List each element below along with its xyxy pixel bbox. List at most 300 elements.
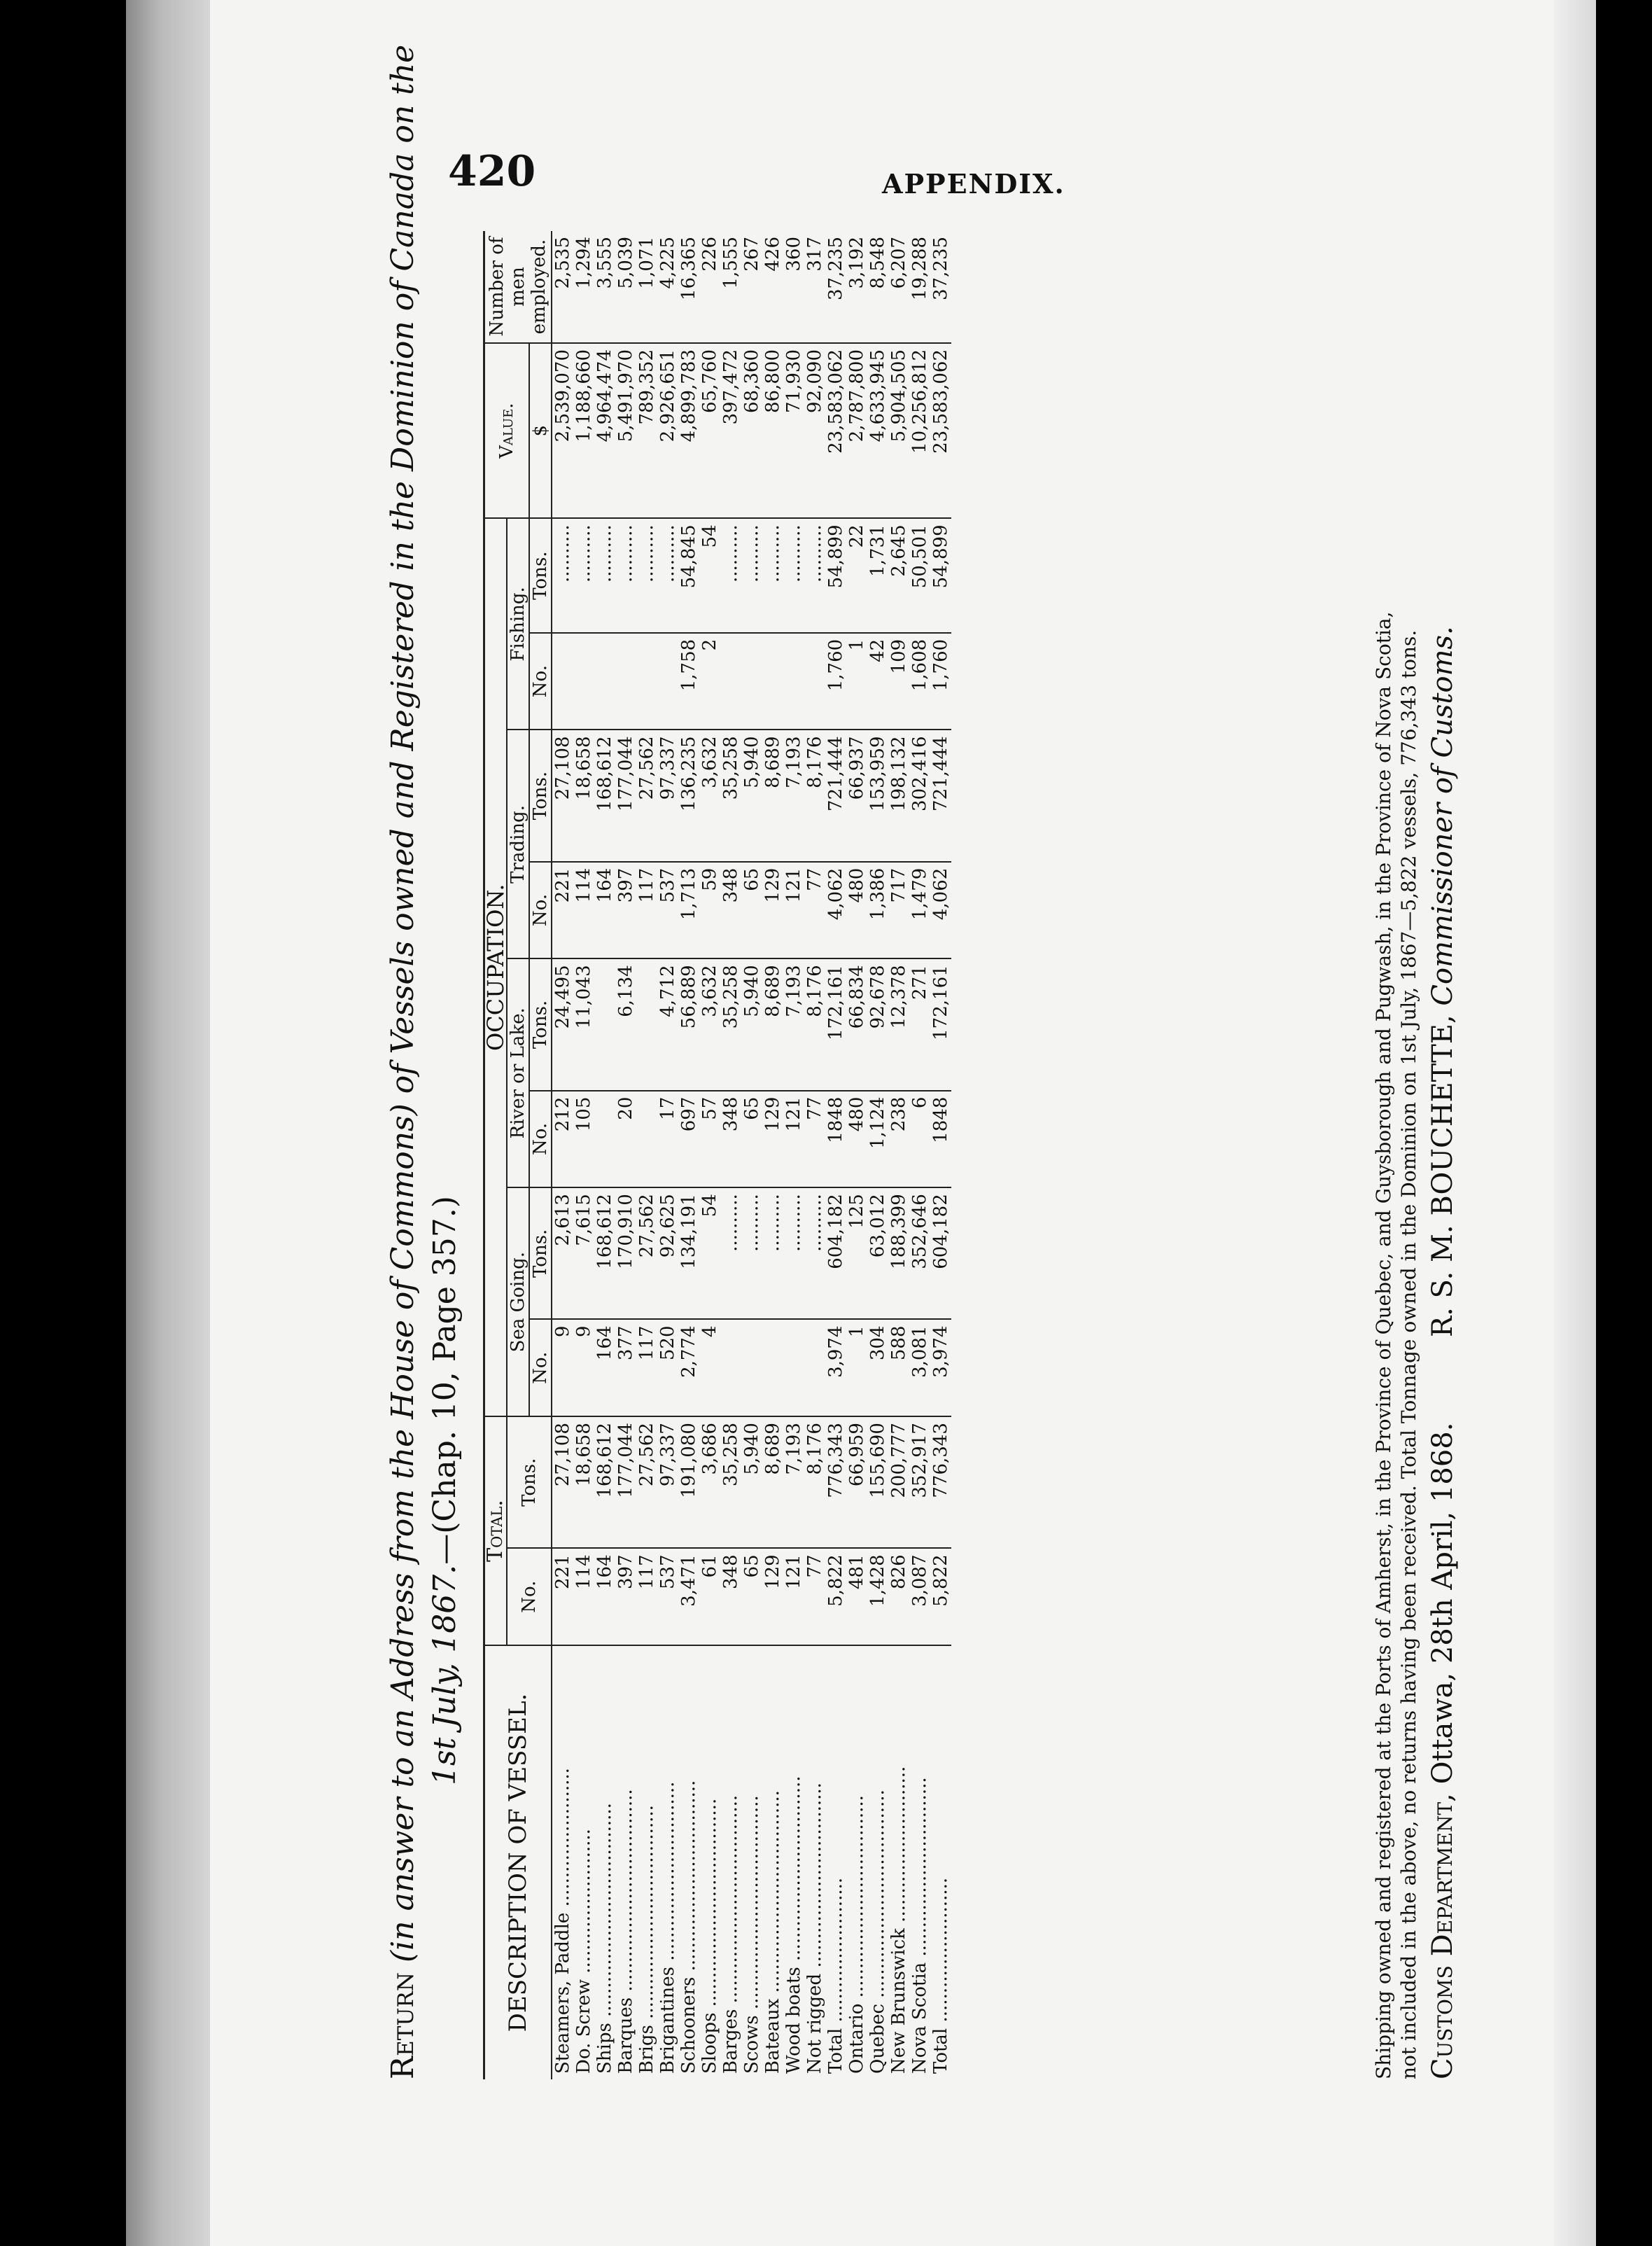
row-label: Ontario ...................................: [846, 1645, 867, 2079]
cell-total-tons: 200,777: [888, 1416, 909, 1548]
cell-fish-tons: ..........: [636, 518, 657, 632]
cell-total-tons: 3,686: [699, 1416, 720, 1548]
scan-left-dark-margin: [0, 0, 126, 2246]
cell-river-tons: 172,161: [825, 958, 846, 1090]
table-row: [594, 231, 615, 2079]
cell-total-no: 77: [804, 1548, 825, 1645]
cell-men: 426: [762, 237, 783, 272]
cell-value: 5,904,505: [888, 343, 909, 518]
cell-sea-tons: 125: [846, 1187, 867, 1319]
cell-men: 4,225: [657, 237, 678, 289]
cell-sea-tons: ..........: [783, 1187, 804, 1319]
cell-fish-no: [762, 633, 783, 730]
vessel-type-rows: [552, 231, 825, 2079]
cell-river-tons: 56,889: [678, 958, 699, 1090]
table-row: [762, 231, 783, 2079]
cell-total-no: 348: [720, 1548, 741, 1645]
cell-total-no: 5,822: [930, 1548, 951, 1645]
vessels-return-table: [483, 231, 951, 2079]
cell-men: 1,294: [573, 237, 594, 289]
cell-river-no: 57: [699, 1091, 720, 1188]
cell-value: 2,539,070: [552, 343, 573, 518]
page-number: 420: [448, 147, 536, 196]
row-label: Steamers, Paddle ........................: [552, 1645, 573, 2079]
cell-river-tons: 35,258: [720, 958, 741, 1090]
header-river-tons: Tons.: [529, 958, 552, 1090]
row-label: New Brunswick ...........................: [888, 1645, 909, 2079]
footnote-line-2: not included in the above, no returns having been received. Total Tonnage owned in the Dominion on 1st July, 1867—5,822 vessels, 776,343 tons.: [1397, 629, 1420, 2079]
cell-sea-no: [762, 1319, 783, 1416]
cell-river-no: 77: [804, 1091, 825, 1188]
cell-sea-tons: 92,625: [657, 1187, 678, 1319]
cell-fish-tons: 54,845: [678, 518, 699, 632]
cell-fish-no: 1,760: [825, 633, 846, 730]
cell-total-tons: 27,562: [636, 1416, 657, 1548]
cell-trade-tons: 177,044: [615, 730, 636, 861]
cell-men: 3,555: [594, 237, 615, 289]
cell-men: 8,548: [867, 237, 888, 289]
cell-sea-tons: ..........: [762, 1187, 783, 1319]
row-label: Quebec ....................................: [867, 1645, 888, 2079]
cell-sea-tons: 188,399: [888, 1187, 909, 1319]
table-row: [657, 231, 678, 2079]
table-title-line-2: 1st July, 1867.—(Chap. 10, Page 357.): [427, 1196, 463, 1785]
cell-fish-no: 1: [846, 633, 867, 730]
cell-men: 3,192: [846, 237, 867, 289]
header-total: Total.: [484, 1416, 507, 1645]
cell-men: 37,235: [930, 237, 951, 300]
cell-value: 68,360: [741, 343, 762, 518]
cell-fish-tons: ..........: [573, 518, 594, 632]
cell-value: 86,800: [762, 343, 783, 518]
province-total-row: [930, 231, 951, 2079]
cell-trade-tons: 5,940: [741, 730, 762, 861]
cell-sea-no: 520: [657, 1319, 678, 1416]
cell-value: 397,472: [720, 343, 741, 518]
table-row: [678, 231, 699, 2079]
cell-men: 6,207: [888, 237, 909, 289]
province-row: [909, 231, 930, 2079]
cell-sea-no: [720, 1319, 741, 1416]
cell-total-no: 164: [594, 1548, 615, 1645]
cell-river-no: 1848: [825, 1091, 846, 1188]
cell-river-no: 17: [657, 1091, 678, 1188]
vessel-total-row: [825, 231, 846, 2079]
cell-value: 65,760: [699, 343, 720, 518]
cell-river-tons: 92,678: [867, 958, 888, 1090]
cell-value: 2,787,800: [846, 343, 867, 518]
cell-trade-no: 4,062: [930, 862, 951, 959]
running-head: APPENDIX.: [882, 168, 1065, 200]
cell-men: 37,235: [825, 237, 846, 300]
table-row: [699, 231, 720, 2079]
cell-river-no: 238: [888, 1091, 909, 1188]
cell-river-tons: 4,712: [657, 958, 678, 1090]
cell-river-no: 6: [909, 1091, 930, 1188]
cell-total-no: 397: [615, 1548, 636, 1645]
cell-trade-tons: 3,632: [699, 730, 720, 861]
cell-fish-no: 42: [867, 633, 888, 730]
cell-fish-no: 109: [888, 633, 909, 730]
cell-total-tons: 8,176: [804, 1416, 825, 1548]
cell-sea-tons: 604,182: [825, 1187, 846, 1319]
cell-men: 267: [741, 237, 762, 272]
header-sea-tons: Tons.: [529, 1187, 552, 1319]
cell-trade-no: 221: [552, 862, 573, 959]
cell-sea-tons: ..........: [741, 1187, 762, 1319]
row-label: Barges ....................................: [720, 1645, 741, 2079]
row-label: Nova Scotia ...............................: [909, 1645, 930, 2079]
cell-trade-tons: 302,416: [909, 730, 930, 861]
cell-river-tons: 8,176: [804, 958, 825, 1090]
cell-total-tons: 5,940: [741, 1416, 762, 1548]
cell-sea-tons: 170,910: [615, 1187, 636, 1319]
cell-men: 317: [804, 237, 825, 272]
cell-river-no: 1,124: [867, 1091, 888, 1188]
cell-trade-no: 121: [783, 862, 804, 959]
cell-fish-tons: 54,899: [930, 518, 951, 632]
department-name: Customs Department,: [1427, 1793, 1459, 2079]
row-label: Ships .....................................: [594, 1645, 615, 2079]
cell-river-tons: [594, 958, 615, 1090]
cell-fish-no: [552, 633, 573, 730]
province-rows: [846, 231, 930, 2079]
row-label: Do. Screw .........................: [573, 1645, 594, 2079]
cell-fish-tons: ..........: [741, 518, 762, 632]
cell-trade-tons: 136,235: [678, 730, 699, 861]
cell-total-tons: 66,959: [846, 1416, 867, 1548]
cell-trade-no: 164: [594, 862, 615, 959]
cell-total-no: 3,087: [909, 1548, 930, 1645]
cell-total-no: 117: [636, 1548, 657, 1645]
cell-sea-tons: 27,562: [636, 1187, 657, 1319]
table-row: [804, 231, 825, 2079]
cell-sea-no: 304: [867, 1319, 888, 1416]
cell-trade-tons: 721,444: [825, 730, 846, 861]
row-label: Brigantines ...............................: [657, 1645, 678, 2079]
cell-trade-tons: 66,937: [846, 730, 867, 861]
cell-value: 4,899,783: [678, 343, 699, 518]
cell-trade-tons: 27,562: [636, 730, 657, 861]
cell-value: 23,583,062: [930, 343, 951, 518]
cell-river-tons: 172,161: [930, 958, 951, 1090]
cell-trade-tons: 8,689: [762, 730, 783, 861]
cell-trade-no: 65: [741, 862, 762, 959]
cell-fish-tons: ..........: [783, 518, 804, 632]
cell-sea-no: 377: [615, 1319, 636, 1416]
cell-fish-no: [720, 633, 741, 730]
cell-fish-no: 1,760: [930, 633, 951, 730]
cell-sea-tons: 63,012: [867, 1187, 888, 1319]
cell-value: 5,491,970: [615, 343, 636, 518]
cell-fish-tons: 22: [846, 518, 867, 632]
cell-trade-no: 114: [573, 862, 594, 959]
cell-trade-tons: 168,612: [594, 730, 615, 861]
cell-trade-no: 1,479: [909, 862, 930, 959]
cell-fish-no: [657, 633, 678, 730]
table-row: [636, 231, 657, 2079]
cell-trade-tons: 35,258: [720, 730, 741, 861]
cell-river-no: [594, 1091, 615, 1188]
cell-river-no: 1848: [930, 1091, 951, 1188]
header-trade-tons: Tons.: [529, 730, 552, 861]
row-label: Brigs .....................................: [636, 1645, 657, 2079]
cell-fish-no: 1,608: [909, 633, 930, 730]
header-sea-no: No.: [529, 1319, 552, 1416]
cell-trade-no: 1,386: [867, 862, 888, 959]
cell-total-no: 826: [888, 1548, 909, 1645]
header-fishing: Fishing.: [507, 518, 529, 730]
cell-river-no: 105: [573, 1091, 594, 1188]
cell-value: 4,964,474: [594, 343, 615, 518]
province-row: [846, 231, 867, 2079]
cell-trade-no: 4,062: [825, 862, 846, 959]
header-occupation: OCCUPATION.: [484, 518, 507, 1416]
cell-sea-no: 164: [594, 1319, 615, 1416]
cell-value: 10,256,812: [909, 343, 930, 518]
header-total-no: No.: [507, 1548, 552, 1645]
cell-sea-no: 117: [636, 1319, 657, 1416]
cell-total-no: 114: [573, 1548, 594, 1645]
cell-total-no: 537: [657, 1548, 678, 1645]
cell-total-tons: 27,108: [552, 1416, 573, 1548]
cell-river-no: 480: [846, 1091, 867, 1188]
header-trade-no: No.: [529, 862, 552, 959]
cell-trade-tons: 27,108: [552, 730, 573, 861]
cell-sea-no: 3,081: [909, 1319, 930, 1416]
cell-total-no: 481: [846, 1548, 867, 1645]
cell-value: 2,926,651: [657, 343, 678, 518]
cell-total-tons: 7,193: [783, 1416, 804, 1548]
cell-total-no: 5,822: [825, 1548, 846, 1645]
cell-sea-no: [741, 1319, 762, 1416]
cell-trade-tons: 198,132: [888, 730, 909, 861]
cell-sea-tons: 134,191: [678, 1187, 699, 1319]
table-row: [741, 231, 762, 2079]
table-row: [720, 231, 741, 2079]
cell-sea-no: 1: [846, 1319, 867, 1416]
table-row: [783, 231, 804, 2079]
cell-river-no: 65: [741, 1091, 762, 1188]
cell-men: 2,535: [552, 237, 573, 289]
cell-sea-no: 9: [552, 1319, 573, 1416]
total-row: [825, 231, 846, 2079]
cell-fish-no: [804, 633, 825, 730]
cell-men: 1,071: [636, 237, 657, 289]
cell-fish-no: [636, 633, 657, 730]
cell-fish-no: [741, 633, 762, 730]
cell-river-tons: 271: [909, 958, 930, 1090]
place-and-date: Ottawa, 28th April, 1868.: [1427, 1422, 1459, 1794]
header-total-tons: Tons.: [507, 1416, 552, 1548]
cell-total-no: 1,428: [867, 1548, 888, 1645]
cell-men: 1,555: [720, 237, 741, 289]
cell-sea-no: 3,974: [930, 1319, 951, 1416]
cell-men: 16,365: [678, 237, 699, 300]
cell-trade-tons: 721,444: [930, 730, 951, 861]
cell-fish-tons: ..........: [594, 518, 615, 632]
cell-total-tons: 168,612: [594, 1416, 615, 1548]
cell-value: 1,188,660: [573, 343, 594, 518]
cell-total-no: 65: [741, 1548, 762, 1645]
cell-fish-no: [573, 633, 594, 730]
cell-fish-tons: 1,731: [867, 518, 888, 632]
cell-sea-no: 588: [888, 1319, 909, 1416]
cell-sea-no: 4: [699, 1319, 720, 1416]
cell-river-tons: 11,043: [573, 958, 594, 1090]
cell-fish-no: [615, 633, 636, 730]
cell-value: 71,930: [783, 343, 804, 518]
cell-trade-no: 1,713: [678, 862, 699, 959]
cell-fish-tons: 2,645: [888, 518, 909, 632]
row-label: Total .........................: [825, 1645, 846, 2079]
header-men-employed: Number of men employed.: [486, 237, 550, 337]
cell-trade-tons: 8,176: [804, 730, 825, 861]
cell-sea-no: [804, 1319, 825, 1416]
cell-trade-no: 397: [615, 862, 636, 959]
cell-river-tons: 7,193: [783, 958, 804, 1090]
province-row: [867, 231, 888, 2079]
cell-river-tons: 6,134: [615, 958, 636, 1090]
signature: R. S. M. BOUCHETTE, Commissioner of Customs.: [1427, 626, 1459, 1337]
cell-sea-tons: 604,182: [930, 1187, 951, 1319]
cell-river-tons: 3,632: [699, 958, 720, 1090]
cell-trade-no: 77: [804, 862, 825, 959]
cell-total-tons: 155,690: [867, 1416, 888, 1548]
cell-men: 226: [699, 237, 720, 272]
row-label: Wood boats ................................: [783, 1645, 804, 2079]
cell-fish-tons: 54: [699, 518, 720, 632]
header-value: Value.: [484, 343, 530, 518]
cell-river-tons: 8,689: [762, 958, 783, 1090]
cell-river-tons: 66,834: [846, 958, 867, 1090]
header-fish-tons: Tons.: [529, 518, 552, 632]
cell-river-tons: 24,495: [552, 958, 573, 1090]
cell-fish-tons: 54,899: [825, 518, 846, 632]
cell-trade-no: 117: [636, 862, 657, 959]
cell-total-tons: 97,337: [657, 1416, 678, 1548]
header-river-or-lake: River or Lake.: [507, 958, 529, 1187]
cell-total-no: 121: [783, 1548, 804, 1645]
cell-total-no: 61: [699, 1548, 720, 1645]
cell-fish-tons: 50,501: [909, 518, 930, 632]
cell-sea-tons: 2,613: [552, 1187, 573, 1319]
cell-fish-no: 1,758: [678, 633, 699, 730]
cell-total-tons: 352,917: [909, 1416, 930, 1548]
cell-value: 789,352: [636, 343, 657, 518]
header-fish-no: No.: [529, 633, 552, 730]
cell-river-no: 129: [762, 1091, 783, 1188]
cell-men: 5,039: [615, 237, 636, 289]
cell-trade-no: 348: [720, 862, 741, 959]
cell-sea-tons: ..........: [804, 1187, 825, 1319]
cell-river-no: 697: [678, 1091, 699, 1188]
cell-total-tons: 18,658: [573, 1416, 594, 1548]
cell-fish-tons: ..........: [552, 518, 573, 632]
cell-river-tons: [636, 958, 657, 1090]
cell-sea-tons: 352,646: [909, 1187, 930, 1319]
cell-total-tons: 8,689: [762, 1416, 783, 1548]
cell-river-tons: 12,378: [888, 958, 909, 1090]
cell-value: 4,633,945: [867, 343, 888, 518]
cell-total-no: 129: [762, 1548, 783, 1645]
cell-total-no: 3,471: [678, 1548, 699, 1645]
cell-river-tons: 5,940: [741, 958, 762, 1090]
cell-total-tons: 776,343: [825, 1416, 846, 1548]
cell-sea-no: 3,974: [825, 1319, 846, 1416]
cell-total-tons: 177,044: [615, 1416, 636, 1548]
cell-total-tons: 776,343: [930, 1416, 951, 1548]
table-title-line-1: Return (in answer to an Address from the House of Commons) of Vessels owned and Registered in the Dominion of Canada on the: [385, 44, 421, 2079]
cell-river-no: 348: [720, 1091, 741, 1188]
header-description: DESCRIPTION OF VESSEL.: [484, 1645, 552, 2079]
header-sea-going: Sea Going.: [507, 1187, 529, 1416]
cell-sea-no: 9: [573, 1319, 594, 1416]
cell-fish-no: 2: [699, 633, 720, 730]
cell-trade-no: 480: [846, 862, 867, 959]
cell-trade-tons: 18,658: [573, 730, 594, 861]
cell-men: 360: [783, 237, 804, 272]
cell-trade-no: 59: [699, 862, 720, 959]
cell-river-no: 121: [783, 1091, 804, 1188]
cell-trade-tons: 153,959: [867, 730, 888, 861]
province-row: [888, 231, 909, 2079]
header-dollar-sign: $: [529, 343, 552, 518]
cell-fish-tons: ..........: [615, 518, 636, 632]
cell-total-tons: 35,258: [720, 1416, 741, 1548]
scan-right-page-edge: [1554, 0, 1596, 2246]
row-label: Scows .....................................: [741, 1645, 762, 2079]
cell-fish-tons: ..........: [804, 518, 825, 632]
row-label: Schooners .................................: [678, 1645, 699, 2079]
row-label: Total .........................: [930, 1645, 951, 2079]
header-river-no: No.: [529, 1091, 552, 1188]
cell-fish-tons: ..........: [720, 518, 741, 632]
cell-total-no: 221: [552, 1548, 573, 1645]
cell-trade-no: 129: [762, 862, 783, 959]
cell-value: 92,090: [804, 343, 825, 518]
cell-sea-tons: 168,612: [594, 1187, 615, 1319]
row-label: Barques ...................................: [615, 1645, 636, 2079]
cell-men: 19,288: [909, 237, 930, 300]
cell-fish-tons: ..........: [762, 518, 783, 632]
row-label: Not rigged ................................: [804, 1645, 825, 2079]
cell-river-no: [636, 1091, 657, 1188]
cell-fish-tons: ..........: [657, 518, 678, 632]
cell-value: 23,583,062: [825, 343, 846, 518]
cell-sea-tons: 7,615: [573, 1187, 594, 1319]
cell-sea-tons: ..........: [720, 1187, 741, 1319]
table-row: [573, 231, 594, 2079]
cell-sea-no: 2,774: [678, 1319, 699, 1416]
cell-sea-tons: 54: [699, 1187, 720, 1319]
cell-sea-no: [783, 1319, 804, 1416]
signature-line: [1427, 626, 1459, 2079]
cell-total-tons: 191,080: [678, 1416, 699, 1548]
cell-river-no: 20: [615, 1091, 636, 1188]
scan-binding-shadow: [126, 0, 210, 2246]
scan-right-dark-margin: [1596, 0, 1652, 2246]
table-row: [552, 231, 573, 2079]
footnote-line-1: Shipping owned and registered at the Ports of Amherst, in the Province of Quebec, and Guysborough and Pugwash, in the Province of Nova Scotia,: [1372, 611, 1395, 2079]
total-row: [930, 231, 951, 2079]
cell-trade-tons: 7,193: [783, 730, 804, 861]
cell-trade-no: 537: [657, 862, 678, 959]
cell-river-no: 212: [552, 1091, 573, 1188]
cell-trade-no: 717: [888, 862, 909, 959]
cell-fish-no: [594, 633, 615, 730]
cell-fish-no: [783, 633, 804, 730]
